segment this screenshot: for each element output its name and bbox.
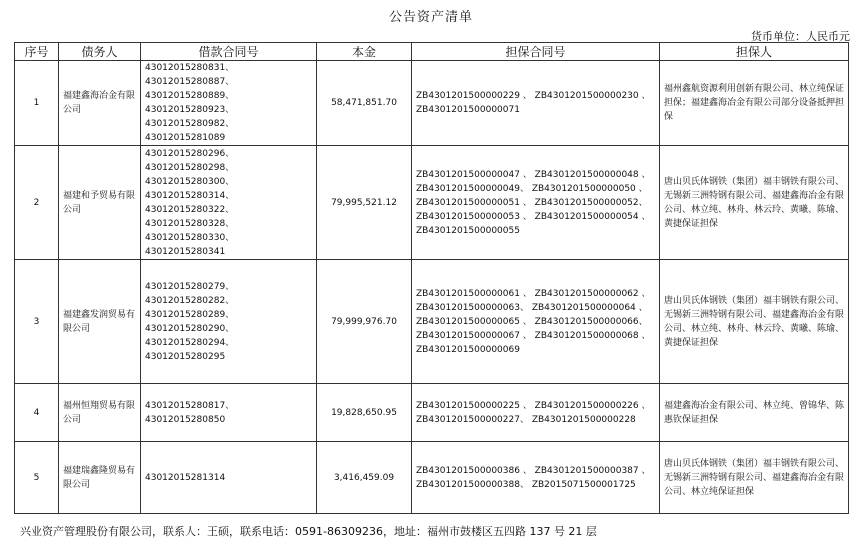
table-row xyxy=(15,260,849,384)
header-seq: 序号 xyxy=(15,43,59,61)
cell-debtor: 福建瑞鑫隆贸易有限公司 xyxy=(59,442,141,514)
currency-unit-note: 货币单位：人民币元 xyxy=(751,30,850,43)
page-title: 公告资产清单 xyxy=(388,10,473,25)
cell-debtor: 福州恒翔贸易有限公司 xyxy=(59,384,141,442)
header-guarantee-contract: 担保合同号 xyxy=(412,43,660,61)
cell-loan-contracts: 43012015281314 xyxy=(141,442,317,514)
cell-seq: 3 xyxy=(15,260,59,384)
cell-guarantee-contracts: ZB4301201500000229 、 ZB4301201500000230 、 ZB4301201500000071 xyxy=(412,61,660,146)
cell-seq: 5 xyxy=(15,442,59,514)
header-loan-contract: 借款合同号 xyxy=(141,43,317,61)
header-guarantor: 担保人 xyxy=(660,43,849,61)
cell-guarantee-contracts: ZB4301201500000061 、 ZB4301201500000062 、 ZB4301201500000063、 ZB4301201500000064 、 ZB4301201500000065 、 ZB4301201500000066、 ZB4301201500000067 、 ZB4301201500000068 、 ZB4301201500000069 xyxy=(412,260,660,384)
contact-footer: 兴业资产管理股份有限公司，联系人：王硕，联系电话：0591-86309236，地址：福州市鼓楼区五四路 137 号 21 层 xyxy=(20,525,597,538)
cell-guarantors: 唐山贝氏体钢铁（集团）福丰钢铁有限公司、无锡新三洲特钢有限公司、福建鑫海冶金有限公司、林立纯保证担保 xyxy=(660,442,849,514)
table-row xyxy=(15,384,849,442)
cell-guarantee-contracts: ZB4301201500000225 、 ZB4301201500000226 、 ZB4301201500000227、 ZB4301201500000228 xyxy=(412,384,660,442)
cell-guarantors: 唐山贝氏体钢铁（集团）福丰钢铁有限公司、无锡新三洲特钢有限公司、福建鑫海冶金有限公司、林立纯、林舟、林云玲、黄曦、陈瑜、黄捷保证担保 xyxy=(660,146,849,260)
cell-loan-contracts: 43012015280817、43012015280850 xyxy=(141,384,317,442)
cell-debtor: 福建和予贸易有限公司 xyxy=(59,146,141,260)
cell-guarantee-contracts: ZB4301201500000047 、 ZB4301201500000048 、 ZB4301201500000049、 ZB4301201500000050 、 ZB4301201500000051 、 ZB4301201500000052、 ZB4301201500000053 、 ZB4301201500000054 、 ZB4301201500000055 xyxy=(412,146,660,260)
table-header-row xyxy=(15,43,849,61)
cell-guarantors: 唐山贝氏体钢铁（集团）福丰钢铁有限公司、无锡新三洲特钢有限公司、福建鑫海冶金有限公司、林立纯、林舟、林云玲、黄曦、陈瑜、黄捷保证担保 xyxy=(660,260,849,384)
header-principal: 本金 xyxy=(317,43,412,61)
cell-debtor: 福建鑫发润贸易有限公司 xyxy=(59,260,141,384)
table-row xyxy=(15,146,849,260)
cell-principal: 19,828,650.95 xyxy=(317,384,412,442)
table-row xyxy=(15,61,849,146)
cell-guarantors: 福建鑫海冶金有限公司、林立纯、曾锦华、陈惠钦保证担保 xyxy=(660,384,849,442)
cell-debtor: 福建鑫海冶金有限公司 xyxy=(59,61,141,146)
cell-seq: 1 xyxy=(15,61,59,146)
cell-loan-contracts: 43012015280296、43012015280298、43012015280300、43012015280314、43012015280322、43012015280328、43012015280330、43012015280341 xyxy=(141,146,317,260)
header-debtor: 债务人 xyxy=(59,43,141,61)
cell-loan-contracts: 43012015280831、43012015280887、43012015280889、43012015280923、43012015280982、43012015281089 xyxy=(141,61,317,146)
asset-list-table xyxy=(14,42,849,514)
cell-seq: 2 xyxy=(15,146,59,260)
cell-principal: 58,471,851.70 xyxy=(317,61,412,146)
cell-principal: 3,416,459.09 xyxy=(317,442,412,514)
cell-guarantee-contracts: ZB4301201500000386 、 ZB4301201500000387 、 ZB4301201500000388、 ZB2015071500001725 xyxy=(412,442,660,514)
cell-principal: 79,995,521.12 xyxy=(317,146,412,260)
cell-seq: 4 xyxy=(15,384,59,442)
cell-loan-contracts: 43012015280279、43012015280282、43012015280289、43012015280290、43012015280294、43012015280295 xyxy=(141,260,317,384)
cell-principal: 79,999,976.70 xyxy=(317,260,412,384)
cell-guarantors: 福州鑫航资源利用创新有限公司、林立纯保证担保；福建鑫海冶金有限公司部分设备抵押担保 xyxy=(660,61,849,146)
table-row xyxy=(15,442,849,514)
